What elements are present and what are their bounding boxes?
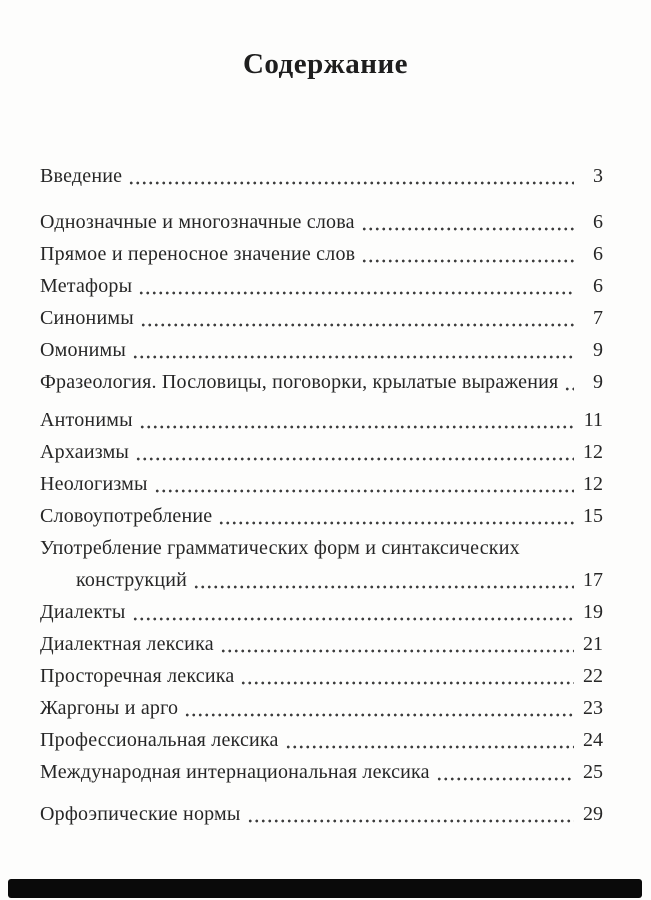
toc-row: [40, 724, 603, 756]
toc-entry-label: Синонимы: [40, 306, 134, 329]
toc-entry-label: Международная интернациональная лексика: [40, 760, 430, 783]
toc-page-number: 19: [583, 600, 603, 623]
toc-entry-label: Диалекты: [40, 600, 126, 623]
toc-entry-label: Просторечная лексика: [40, 664, 235, 687]
toc-page-number: 9: [593, 370, 603, 393]
toc-row: [40, 692, 603, 724]
toc-row: [40, 628, 603, 660]
toc-leader-dots: [139, 425, 574, 429]
toc-page-number: 23: [583, 696, 603, 719]
toc-leader-dots: [132, 355, 574, 359]
toc-page-number: 7: [593, 306, 603, 329]
toc-leader-dots: [184, 713, 574, 717]
toc-leader-dots: [285, 745, 574, 749]
toc-leader-dots: [132, 617, 575, 621]
toc-entry-label: Жаргоны и арго: [40, 696, 179, 719]
toc-row: [40, 596, 603, 628]
toc-list: [0, 160, 651, 830]
toc-page-number: 21: [583, 632, 603, 655]
toc-page-number: 29: [583, 802, 603, 825]
toc-row: [40, 468, 603, 500]
toc-entry-label: Метафоры: [40, 274, 133, 297]
toc-row: [40, 238, 603, 270]
toc-page-number: 12: [583, 472, 603, 495]
toc-entry-label: Омонимы: [40, 338, 126, 361]
toc-page-number: 3: [593, 164, 603, 187]
toc-entry-label: Неологизмы: [40, 472, 148, 495]
toc-page-number: 6: [593, 210, 603, 233]
toc-row: [40, 660, 603, 692]
toc-entry-label: Прямое и переносное значение слов: [40, 242, 356, 265]
toc-leader-dots: [247, 819, 574, 823]
toc-entry-label: Профессиональная лексика: [40, 728, 279, 751]
toc-leader-dots: [361, 227, 574, 231]
page-title: Содержание: [242, 48, 409, 80]
toc-row: [40, 334, 603, 366]
toc-row: [40, 564, 603, 596]
toc-row: [40, 436, 603, 468]
toc-entry-label: Архаизмы: [40, 440, 130, 463]
toc-row: [40, 756, 603, 788]
toc-row: [40, 500, 603, 532]
toc-leader-dots: [193, 585, 574, 589]
toc-entry-label: Антонимы: [40, 408, 133, 431]
toc-leader-dots: [140, 323, 574, 327]
toc-leader-dots: [128, 181, 574, 185]
toc-entry-label: Орфоэпические нормы: [40, 802, 241, 825]
toc-row: [40, 160, 603, 192]
toc-row: [40, 404, 603, 436]
toc-leader-dots: [564, 387, 574, 391]
toc-leader-dots: [361, 259, 574, 263]
toc-leader-dots: [135, 457, 574, 461]
toc-page-number: 25: [583, 760, 603, 783]
toc-entry-label-continued: конструкций: [76, 568, 188, 591]
toc-row: [40, 798, 603, 830]
toc-leader-dots: [220, 649, 574, 653]
toc-page-number: 12: [583, 440, 603, 463]
toc-page-number: 6: [593, 274, 603, 297]
toc-page-number: 11: [583, 408, 603, 431]
toc-row: [40, 366, 603, 398]
toc-leader-dots: [138, 291, 574, 295]
toc-leader-dots: [218, 521, 574, 525]
toc-page-number: 6: [593, 242, 603, 265]
toc-page-number: 17: [583, 568, 603, 591]
toc-entry-label: Однозначные и многозначные слова: [40, 210, 355, 233]
toc-leader-dots: [240, 681, 574, 685]
toc-entry-label: Словоупотребление: [40, 504, 213, 527]
toc-entry-label: Диалектная лексика: [40, 632, 214, 655]
toc-row: [40, 532, 603, 564]
toc-page-number: 24: [583, 728, 603, 751]
toc-entry-label: Введение: [40, 164, 123, 187]
toc-page-number: 9: [593, 338, 603, 361]
toc-row: [40, 206, 603, 238]
toc-leader-dots: [436, 777, 574, 781]
toc-page-number: 22: [583, 664, 603, 687]
toc-leader-dots: [154, 489, 574, 493]
toc-page-number: 15: [583, 504, 603, 527]
toc-entry-label: Фразеология. Пословицы, поговорки, крылатые выражения: [40, 370, 559, 393]
toc-row: [40, 270, 603, 302]
toc-entry-label: Употребление грамматических форм и синтаксических: [40, 536, 520, 559]
scan-artifact-bar: [8, 879, 642, 898]
toc-row: [40, 302, 603, 334]
